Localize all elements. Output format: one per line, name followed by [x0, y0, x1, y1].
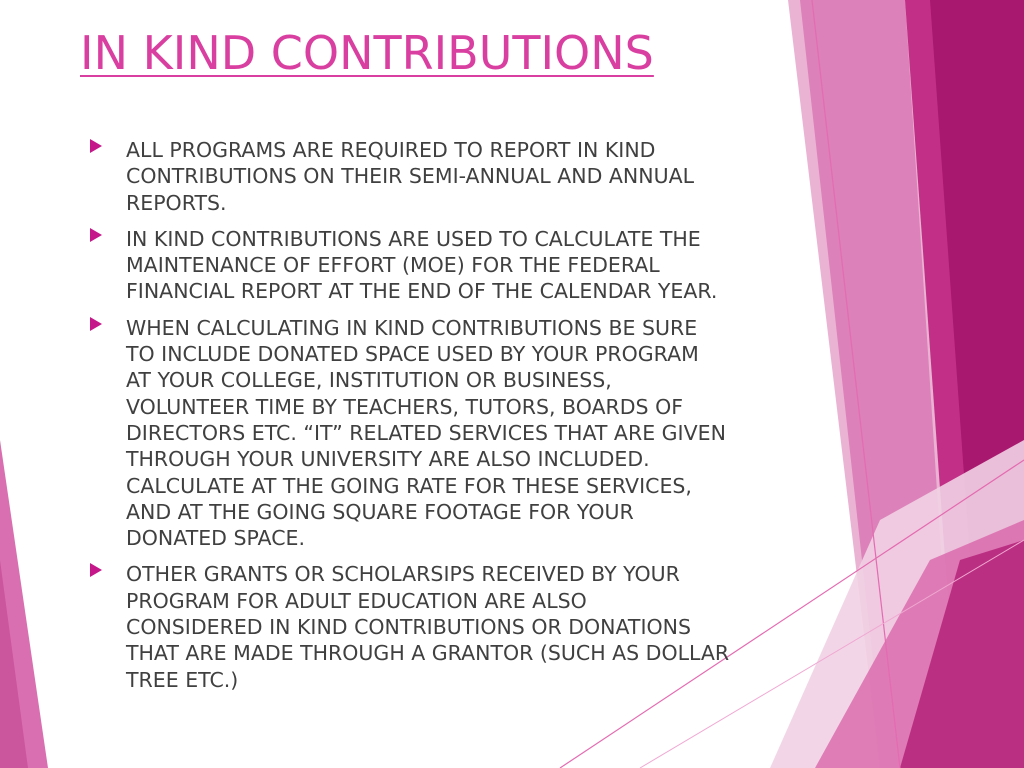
bullet-arrow-icon	[90, 139, 102, 153]
slide-title: IN KIND CONTRIBUTIONS	[80, 26, 654, 80]
bullet-list	[88, 137, 788, 703]
bullet-item	[88, 315, 788, 552]
bullet-arrow-icon	[90, 317, 102, 331]
bullet-arrow-icon	[90, 228, 102, 242]
bullet-item	[88, 561, 788, 692]
bullet-arrow-icon	[90, 563, 102, 577]
bullet-item	[88, 137, 788, 216]
bullet-text: OTHER GRANTS OR SCHOLARSIPS RECEIVED BY YOUR PROGRAM FOR ADULT EDUCATION ARE ALSO CONSIDERED IN KIND CONTRIBUTIONS OR DONATIONS THAT ARE MADE THROUGH A GRANTOR (SUCH AS DOLLAR TREE ETC.)	[126, 562, 730, 692]
bullet-item	[88, 226, 788, 305]
bullet-text: ALL PROGRAMS ARE REQUIRED TO REPORT IN KIND CONTRIBUTIONS ON THEIR SEMI-ANNUAL AND ANNUAL REPORTS.	[126, 138, 695, 215]
bullet-text: IN KIND CONTRIBUTIONS ARE USED TO CALCULATE THE MAINTENANCE OF EFFORT (MOE) FOR THE FEDERAL FINANCIAL REPORT AT THE END OF THE CALENDAR YEAR.	[126, 226, 718, 304]
bullet-text: WHEN CALCULATING IN KIND CONTRIBUTIONS BE SURE TO INCLUDE DONATED SPACE USED BY YOUR PROGRAM AT YOUR COLLEGE, INSTITUTION OR BUSINESS, VOLUNTEER TIME BY TEACHERS, TUTORS, BOARDS OF DIRECTORS ETC. “IT” RELATED SERVICES THAT ARE GIVEN THROUGH YOUR UNIVERSITY ARE ALSO INCLUDED. CALCULATE AT THE GOING RATE FOR THESE SERVICES, AND AT THE GOING SQUARE FOOTAGE FOR YOUR DONATED SPACE.	[126, 315, 726, 551]
